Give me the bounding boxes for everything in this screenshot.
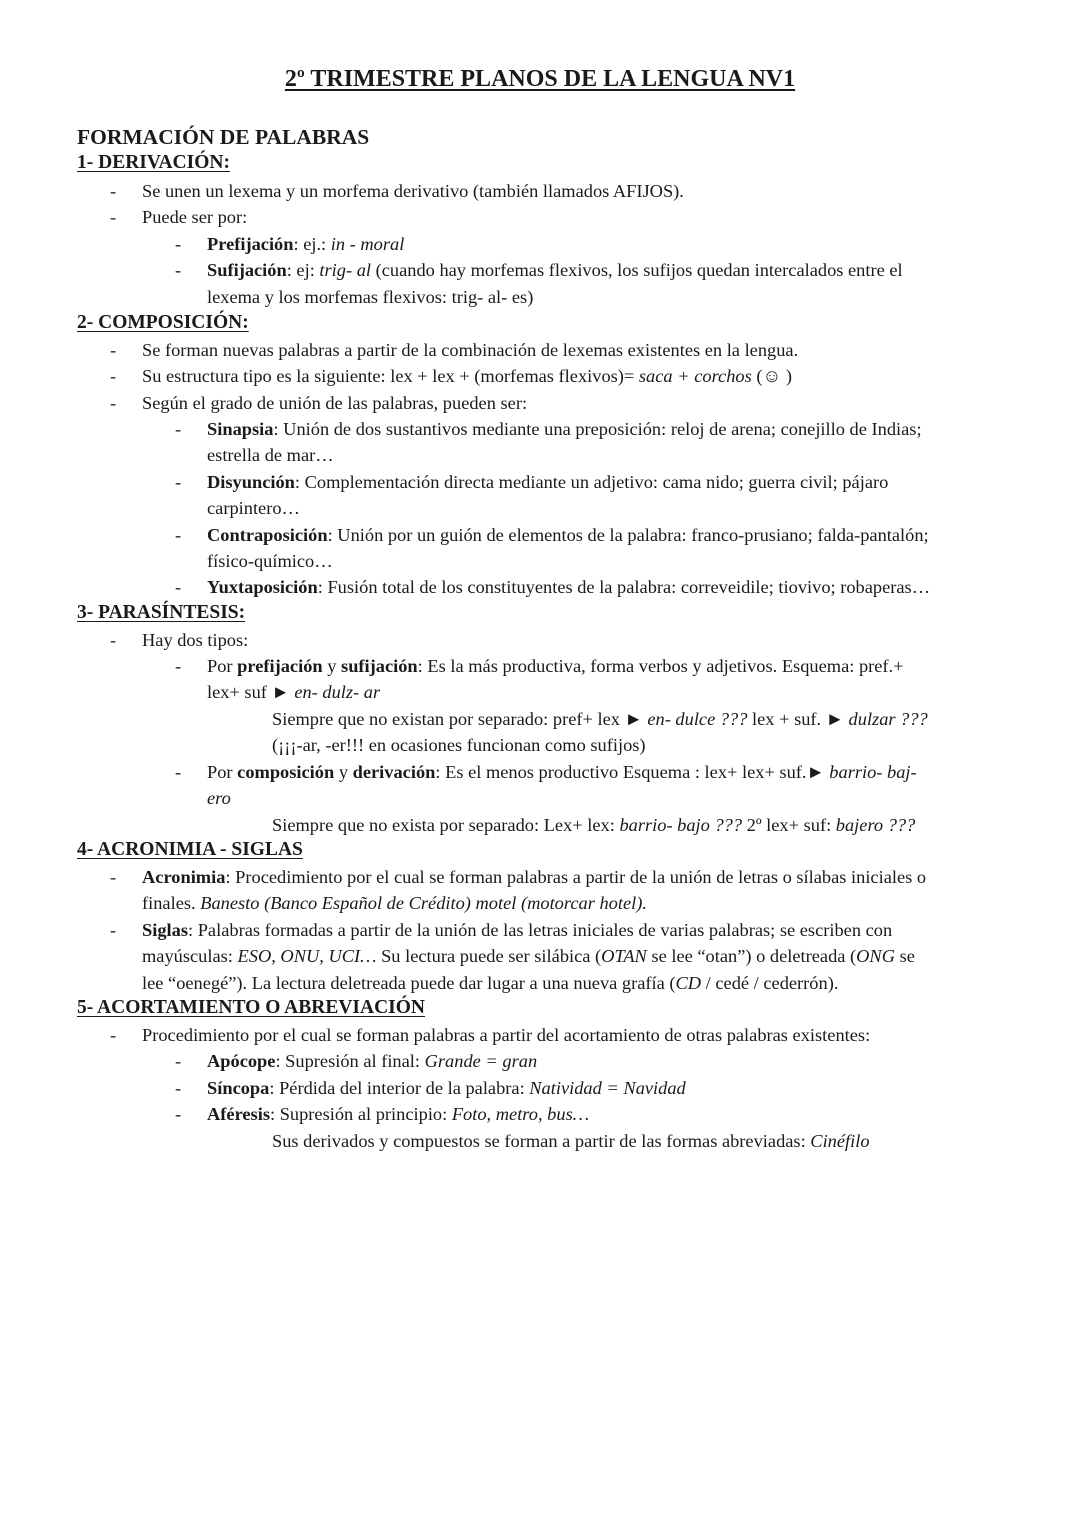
bullet-dash: -	[175, 234, 182, 254]
composicion-bullet-2: Su estructura tipo es la siguiente: lex + lex + (morfemas flexivos)= saca + corchos (☺ )	[142, 366, 792, 386]
prefijacion-sufijacion-line2: lex+ suf ► en- dulz- ar	[207, 682, 381, 702]
bullet-dash: -	[110, 630, 117, 650]
yuxtaposicion-item: Yuxtaposición: Fusión total de los constituyentes de la palabra: correveidile; tiovivo; robaperas…	[207, 577, 931, 597]
siglas-item-line3: lee “oenegé”). La lectura deletreada puede dar lugar a una nueva grafía (CD / cedé / cederrón).	[142, 973, 839, 993]
bullet-dash: -	[175, 525, 182, 545]
siglas-item: Siglas: Palabras formadas a partir de la unión de las letras iniciales de varias palabras; se escriben con	[142, 920, 893, 940]
derivacion-bullet-1: Se unen un lexema y un morfema derivativo (también llamados AFIJOS).	[142, 181, 684, 201]
contraposicion-item: Contraposición: Unión por un guión de elementos de la palabra: franco-prusiano; falda-pantalón;	[207, 525, 929, 545]
parasintesis-note-2: (¡¡¡-ar, -er!!! en ocasiones funcionan como sufijos)	[272, 735, 646, 755]
bullet-dash: -	[110, 393, 117, 413]
disyuncion-item-line2: carpintero…	[207, 498, 300, 518]
derivacion-bullet-2: Puede ser por:	[142, 207, 248, 227]
acronimia-item: Acronimia: Procedimiento por el cual se forman palabras a partir de la unión de letras o sílabas iniciales o	[142, 867, 927, 887]
main-heading: FORMACIÓN DE PALABRAS	[77, 125, 370, 149]
section-heading-acortamiento: 5- ACORTAMIENTO O ABREVIACIÓN	[77, 997, 426, 1018]
composicion-bullet-1: Se forman nuevas palabras a partir de la combinación de lexemas existentes en la lengua.	[142, 340, 799, 360]
bullet-dash: -	[175, 419, 182, 439]
bullet-dash: -	[175, 1078, 182, 1098]
section-heading-parasintesis: 3- PARASÍNTESIS:	[77, 602, 246, 623]
sufijacion-item: Sufijación: ej: trig- al (cuando hay morfemas flexivos, los sufijos quedan intercalados entre el	[207, 260, 903, 280]
acronimia-item-line2: finales. Banesto (Banco Español de Crédito) motel (motorcar hotel).	[142, 893, 647, 913]
prefijacion-item: Prefijación: ej.: in - moral	[207, 234, 405, 254]
composicion-bullet-3: Según el grado de unión de las palabras, pueden ser:	[142, 393, 528, 413]
prefijacion-sufijacion-item: Por prefijación y sufijación: Es la más productiva, forma verbos y adjetivos. Esquema: pref.+	[207, 656, 904, 676]
aferesis-item: Aféresis: Supresión al principio: Foto, metro, bus…	[207, 1104, 590, 1124]
bullet-dash: -	[175, 1104, 182, 1124]
section-heading-derivacion: 1- DERIVACIÓN:	[77, 152, 230, 173]
composicion-derivacion-item: Por composición y derivación: Es el menos productivo Esquema : lex+ lex+ suf.► barrio- baj-	[207, 762, 917, 782]
bullet-dash: -	[175, 762, 182, 782]
page-title: 2º TRIMESTRE PLANOS DE LA LENGUA NV1	[284, 66, 796, 92]
section-heading-composicion: 2- COMPOSICIÓN:	[77, 312, 249, 333]
composicion-derivacion-line2: ero	[207, 788, 231, 808]
section-heading-acronimia: 4- ACRONIMIA - SIGLAS	[77, 839, 303, 860]
parasintesis-bullet-1: Hay dos tipos:	[142, 630, 249, 650]
bullet-dash: -	[175, 577, 182, 597]
parasintesis-note-3: Siempre que no exista por separado: Lex+ lex: barrio- bajo ??? 2º lex+ suf: bajero ???	[272, 815, 916, 835]
acortamiento-bullet-1: Procedimiento por el cual se forman palabras a partir del acortamiento de otras palabras existentes:	[142, 1025, 871, 1045]
siglas-item-line2: mayúsculas: ESO, ONU, UCI… Su lectura puede ser silábica (OTAN se lee “otan”) o deletreada (ONG se	[142, 946, 915, 966]
bullet-dash: -	[110, 207, 117, 227]
sufijacion-item-line2: lexema y los morfemas flexivos: trig- al- es)	[207, 287, 534, 307]
bullet-dash: -	[110, 181, 117, 201]
bullet-dash: -	[110, 366, 117, 386]
contraposicion-item-line2: físico-químico…	[207, 551, 333, 571]
sincopa-item: Síncopa: Pérdida del interior de la palabra: Natividad = Navidad	[207, 1078, 686, 1098]
sinapsia-item: Sinapsia: Unión de dos sustantivos mediante una preposición: reloj de arena; conejillo de Indias;	[207, 419, 922, 439]
sinapsia-item-line2: estrella de mar…	[207, 445, 334, 465]
bullet-dash: -	[110, 1025, 117, 1045]
bullet-dash: -	[110, 867, 117, 887]
bullet-dash: -	[110, 340, 117, 360]
bullet-dash: -	[110, 920, 117, 940]
apocope-item: Apócope: Supresión al final: Grande = gran	[207, 1051, 538, 1071]
bullet-dash: -	[175, 472, 182, 492]
bullet-dash: -	[175, 656, 182, 676]
bullet-dash: -	[175, 260, 182, 280]
disyuncion-item: Disyunción: Complementación directa mediante un adjetivo: cama nido; guerra civil; pájaro	[207, 472, 889, 492]
bullet-dash: -	[175, 1051, 182, 1071]
acortamiento-note: Sus derivados y compuestos se forman a partir de las formas abreviadas: Cinéfilo	[272, 1131, 870, 1151]
parasintesis-note-1: Siempre que no existan por separado: pref+ lex ► en- dulce ??? lex + suf. ► dulzar ???	[272, 709, 928, 729]
